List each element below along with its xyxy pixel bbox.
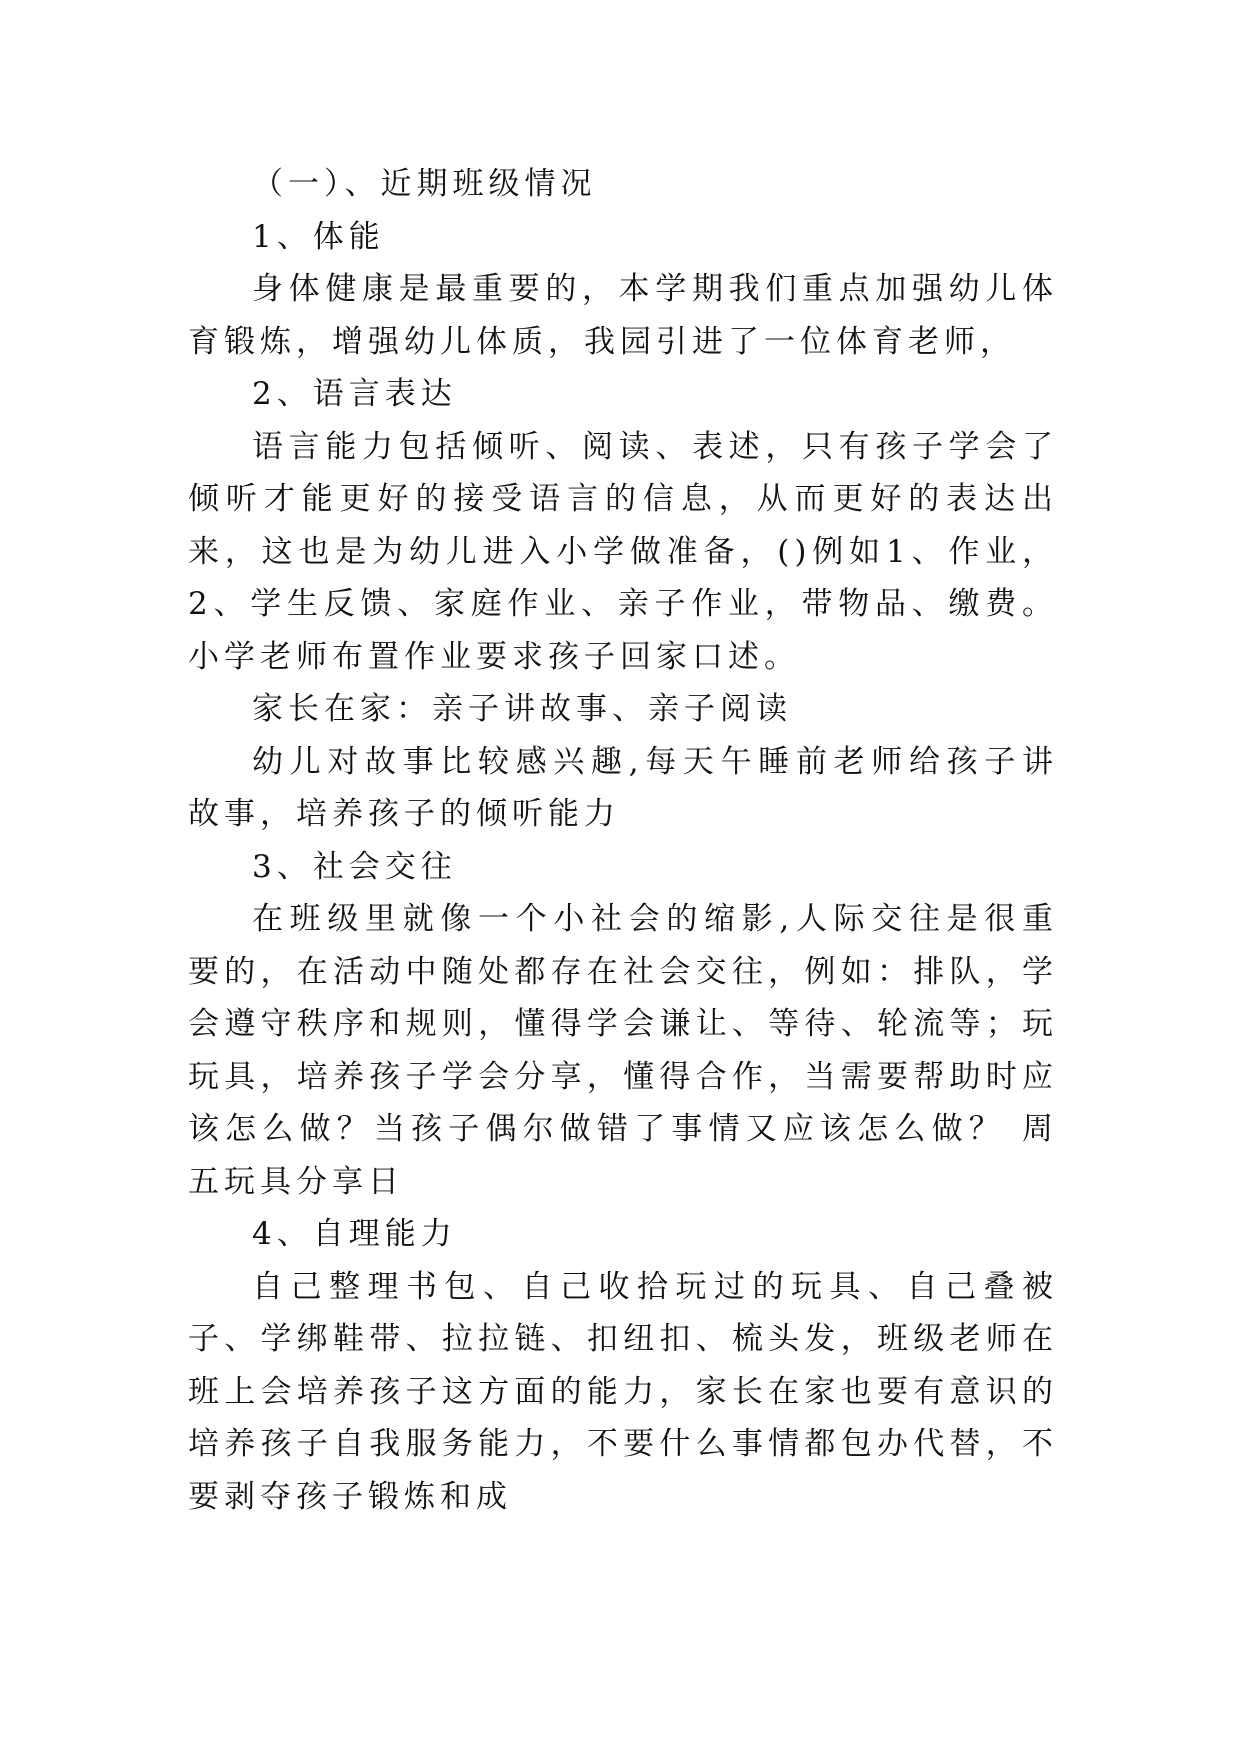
heading-physical-ability: 1、体能 [252,218,385,255]
paragraph-language-ability: 语言能力包括倾听、阅读、表述，只有孩子学会了倾听才能更好的接受语言的信息，从而更好的表达出来，这也是为幼儿进入小学做准备，()例如1、作业，2、学生反馈、家庭作业、亲子作业，带物品、缴费。小学老师布置作业要求孩子回家口述。 [188,428,1058,675]
heading-self-care: 4、自理能力 [252,1216,457,1252]
document-page [188,158,1058,1523]
heading-language-expression: 2、语言表达 [252,376,457,412]
paragraph-social-interaction: 在班级里就像一个小社会的缩影,人际交往是很重要的，在活动中随处都存在社会交往，例如：排队，学会遵守秩序和规则，懂得学会谦让、等待、轮流等；玩玩具，培养孩子学会分享，懂得合作，当需要帮助时应该怎么做？当孩子偶尔做错了事情又应该怎么做？ 周五玩具分享日 [188,901,1058,1200]
heading-social-interaction: 3、社会交往 [252,848,457,885]
section-heading: （一）、近期班级情况 [252,166,597,202]
paragraph-storytelling: 幼儿对故事比较感兴趣,每天午睡前老师给孩子讲故事，培养孩子的倾听能力 [188,743,1058,832]
paragraph-physical-ability: 身体健康是最重要的，本学期我们重点加强幼儿体育锻炼，增强幼儿体质，我园引进了一位体育老师， [188,271,1058,360]
paragraph-self-care: 自己整理书包、自己收拾玩过的玩具、自己叠被子、学绑鞋带、拉拉链、扣纽扣、梳头发，班级老师在班上会培养孩子这方面的能力，家长在家也要有意识的培养孩子自我服务能力，不要什么事情都包办代替，不要剥夺孩子锻炼和成 [188,1268,1058,1515]
paragraph-parents-at-home: 家长在家：亲子讲故事、亲子阅读 [252,691,792,727]
